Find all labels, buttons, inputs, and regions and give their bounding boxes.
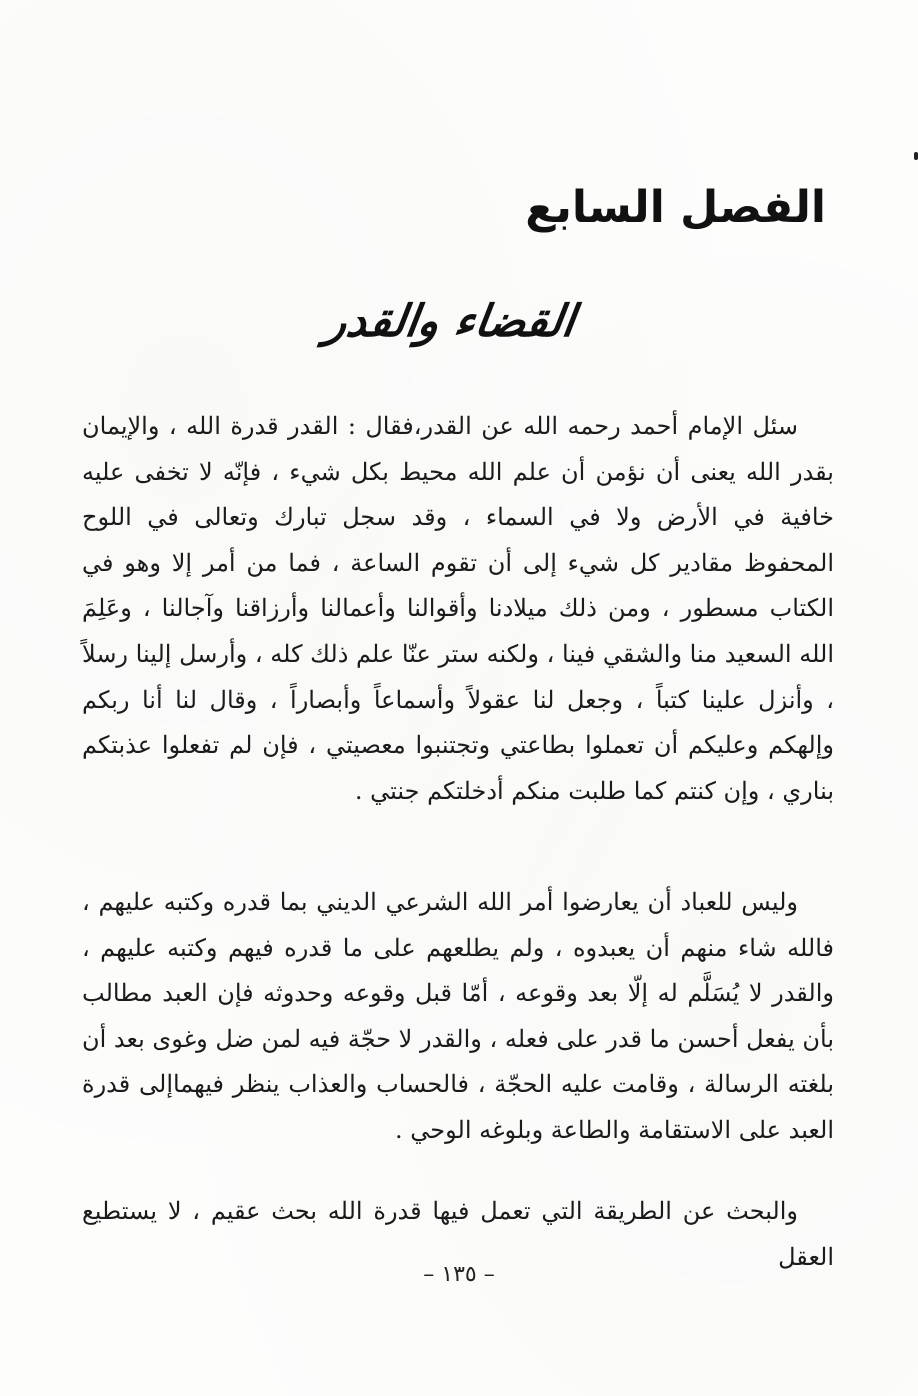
paragraph-1: سئل الإمام أحمد رحمه الله عن القدر،فقال : القدر قدرة الله ، والإيمان بقدر الله يعنى أن نؤمن أن علم الله محيط بكل شيء ، فإنّه لا تخفى عليه خافية في الأرض ولا في السماء ، وقد سجل تبارك وتعالى في اللوح المحفوظ مقادير كل شيء إلى أن تقوم الساعة ، فما من أمر إلا وهو في الكتاب مسطور ، ومن ذلك ميلادنا وأقوالنا وأعمالنا وأرزاقنا وآجالنا ، وعَلِمَ الله السعيد منا والشقي فينا ، ولكنه ستر عنّا علم ذلك كله ، وأرسل إلينا رسلاً ، وأنزل علينا كتباً ، وجعل لنا عقولاً وأسماعاً وأبصاراً ، وقال لنا أنا ربكم وإلهكم وعليكم أن تعملوا بطاعتي وتجتنبوا معصيتي ، فإن لم تفعلوا عذبتكم بناري ، وإن كنتم كما طلبت منكم أدخلتكم جنتي . <box>82 412 834 805</box>
chapter-title: الفصل السابع <box>525 182 826 233</box>
section-title: القضاء والقدر <box>322 296 579 347</box>
page-number: – ١٣٥ – <box>423 1262 495 1287</box>
paragraph-2: وليس للعباد أن يعارضوا أمر الله الشرعي الديني بما قدره وكتبه عليهم ، فالله شاء منهم أن يعبدوه ، ولم يطلعهم على ما قدره فيهم وكتبه عليهم ، والقدر لا يُسَلَّم له إلّا بعد وقوعه ، أمّا قبل وقوعه وحدوثه فإن العبد مطالب بأن يفعل أحسن ما قدر على فعله ، والقدر لا حجّة فيه لمن ضل وغوى بعد أن بلغته الرسالة ، وقامت عليه الحجّة ، فالحساب والعذاب ينظر فيهماإلى قدرة العبد على الاستقامة والطاعة وبلوغه الوحي . <box>82 888 834 1144</box>
page-edge-mark <box>914 152 918 160</box>
paragraph-3: والبحث عن الطريقة التي تعمل فيها قدرة الله بحث عقيم ، لا يستطيع العقل <box>82 1197 834 1271</box>
